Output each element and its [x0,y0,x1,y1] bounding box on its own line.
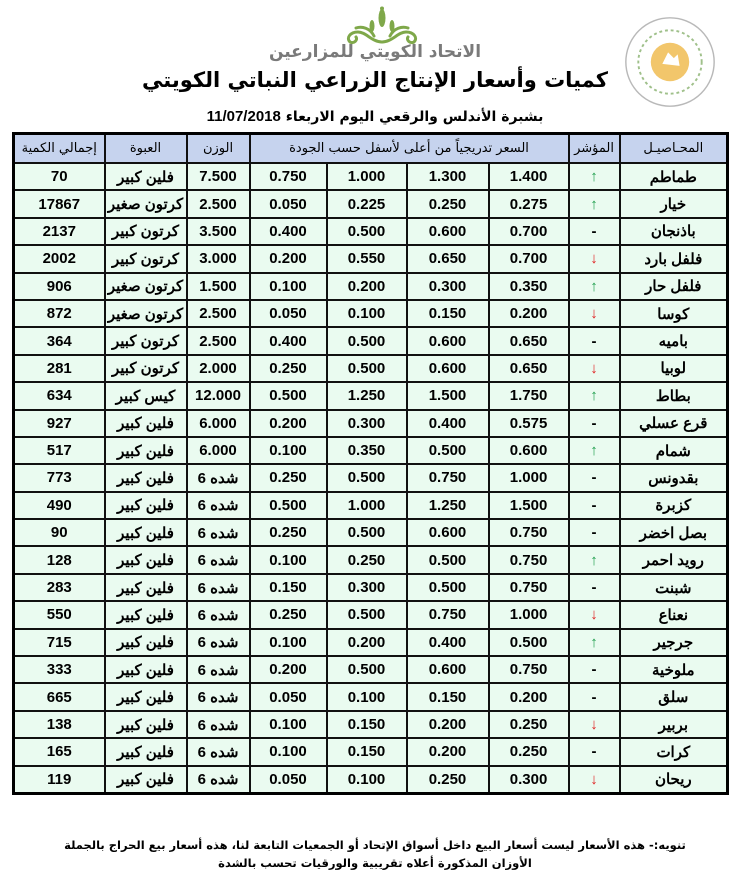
indicator-cell [569,492,620,519]
packaging-cell: فلين كبير [105,546,187,573]
table-row [14,766,728,794]
dash-icon: - [591,579,597,597]
price-1-cell: 0.275 [489,190,569,217]
table-row [14,492,728,519]
crop-name-cell: لوبيا [620,355,728,382]
table-row [14,190,728,217]
dash-icon: - [591,414,597,432]
packaging-cell: فلين كبير [105,464,187,491]
crop-name-cell: بصل اخضر [620,519,728,546]
price-3-cell: 0.500 [327,464,407,491]
price-1-cell: 0.300 [489,766,569,794]
dash-icon: - [591,496,597,514]
price-4-cell: 0.100 [250,546,327,573]
table-row [14,546,728,573]
arrow-up-icon: ↑ [590,551,598,569]
crop-name-cell: فلفل بارد [620,245,728,272]
subtitle-text: بشبرة الأندلس والرقعي اليوم الاربعاء [285,109,544,125]
table-row [14,327,728,354]
indicator-cell [569,519,620,546]
total-cell: 517 [14,437,105,464]
price-4-cell: 0.200 [250,245,327,272]
price-1-cell: 1.750 [489,382,569,409]
total-cell: 490 [14,492,105,519]
crop-name-cell: كوسا [620,300,728,327]
packaging-cell: كرتون كبير [105,327,187,354]
price-3-cell: 0.250 [327,546,407,573]
indicator-cell [569,656,620,683]
price-2-cell: 0.650 [407,245,489,272]
indicator-cell [569,738,620,765]
price-3-cell: 0.500 [327,218,407,245]
price-1-cell: 0.750 [489,519,569,546]
crop-name-cell: بربير [620,711,728,738]
price-3-cell: 0.200 [327,629,407,656]
price-3-cell: 0.150 [327,738,407,765]
price-2-cell: 0.150 [407,300,489,327]
price-4-cell: 0.500 [250,492,327,519]
crop-name-cell: شبنت [620,574,728,601]
price-4-cell: 0.250 [250,464,327,491]
price-2-cell: 1.250 [407,492,489,519]
packaging-cell: فلين كبير [105,629,187,656]
weight-cell: 6 شده [187,656,250,683]
price-4-cell: 0.100 [250,273,327,300]
crop-name-cell: كزبرة [620,492,728,519]
price-3-cell: 0.500 [327,601,407,628]
price-1-cell: 0.600 [489,437,569,464]
price-4-cell: 0.750 [250,163,327,190]
total-cell: 2137 [14,218,105,245]
weight-cell: 3.500 [187,218,250,245]
table-row [14,683,728,710]
total-cell: 2002 [14,245,105,272]
total-cell: 128 [14,546,105,573]
header-total: إجمالي الكمية [14,134,105,164]
price-4-cell: 0.150 [250,574,327,601]
arrow-up-icon: ↑ [590,633,598,651]
arrow-down-icon: ↓ [590,716,598,733]
header-price: السعر تدريجياً من أعلى لأسفل حسب الجودة [250,134,569,164]
price-2-cell: 0.750 [407,601,489,628]
arrow-down-icon: ↓ [590,305,598,323]
table-row [14,382,728,409]
weight-cell: 2.500 [187,190,250,217]
weight-cell: 6 شده [187,738,250,765]
price-4-cell: 0.100 [250,711,327,738]
price-4-cell: 0.250 [250,601,327,628]
table-row [14,163,728,190]
weight-cell: 6 شده [187,492,250,519]
table-row [14,410,728,437]
crop-name-cell: سلق [620,683,728,710]
table-row [14,300,728,327]
packaging-cell: كيس كبير [105,382,187,409]
header-indicator: المؤشر [569,134,620,164]
table-row [14,738,728,765]
dash-icon: - [591,524,597,542]
price-2-cell: 0.200 [407,711,489,738]
price-1-cell: 0.350 [489,273,569,300]
packaging-cell: فلين كبير [105,437,187,464]
price-3-cell: 0.500 [327,327,407,354]
indicator-cell [569,245,620,272]
packaging-cell: فلين كبير [105,574,187,601]
price-2-cell: 0.600 [407,519,489,546]
organization-name: الاتحاد الكويتي للمزارعين [268,42,482,62]
price-4-cell: 0.400 [250,327,327,354]
arrow-down-icon: ↓ [590,359,598,377]
indicator-cell [569,711,620,738]
price-3-cell: 0.100 [327,300,407,327]
price-2-cell: 0.500 [407,437,489,464]
price-3-cell: 0.500 [327,656,407,683]
crop-name-cell: فلفل حار [620,273,728,300]
total-cell: 773 [14,464,105,491]
indicator-cell [569,546,620,573]
price-3-cell: 0.300 [327,410,407,437]
price-3-cell: 0.350 [327,437,407,464]
table-row [14,464,728,491]
price-2-cell: 0.500 [407,574,489,601]
price-3-cell: 0.100 [327,766,407,794]
price-2-cell: 0.150 [407,683,489,710]
price-1-cell: 0.250 [489,738,569,765]
price-2-cell: 0.250 [407,190,489,217]
price-3-cell: 0.150 [327,711,407,738]
dash-icon: - [591,688,597,706]
weight-cell: 6 شده [187,629,250,656]
total-cell: 906 [14,273,105,300]
price-2-cell: 0.600 [407,218,489,245]
packaging-cell: فلين كبير [105,601,187,628]
total-cell: 70 [14,163,105,190]
packaging-cell: فلين كبير [105,410,187,437]
packaging-cell: فلين كبير [105,766,187,794]
ornament-icon [336,6,428,46]
price-4-cell: 0.100 [250,629,327,656]
indicator-cell [569,574,620,601]
price-3-cell: 0.300 [327,574,407,601]
price-4-cell: 0.250 [250,355,327,382]
weight-cell: 6 شده [187,683,250,710]
price-2-cell: 1.300 [407,163,489,190]
price-1-cell: 1.400 [489,163,569,190]
weight-cell: 6 شده [187,766,250,794]
crop-name-cell: باذنجان [620,218,728,245]
packaging-cell: كرتون صغير [105,273,187,300]
crop-name-cell: رويد احمر [620,546,728,573]
price-table [12,132,729,795]
table-row [14,656,728,683]
weight-cell: 6 شده [187,574,250,601]
price-3-cell: 0.100 [327,683,407,710]
weight-cell: 6 شده [187,711,250,738]
kuwaiti-farmers-federation-logo [622,14,718,110]
price-3-cell: 1.250 [327,382,407,409]
price-3-cell: 0.550 [327,245,407,272]
price-1-cell: 0.750 [489,546,569,573]
price-2-cell: 0.400 [407,629,489,656]
weight-cell: 1.500 [187,273,250,300]
footer-note: تنويه:- هذه الأسعار ليست أسعار البيع داخل أسواق الإتحاد أو الجمعيات التابعة لنا، هذه أسعار بيع الحراج بالجملة [64,838,686,852]
price-4-cell: 0.050 [250,683,327,710]
packaging-cell: كرتون صغير [105,190,187,217]
arrow-down-icon: ↓ [590,606,598,624]
total-cell: 90 [14,519,105,546]
table-row [14,273,728,300]
table-row [14,519,728,546]
price-3-cell: 0.500 [327,355,407,382]
total-cell: 17867 [14,190,105,217]
indicator-cell [569,410,620,437]
table-row [14,574,728,601]
price-2-cell: 0.250 [407,766,489,794]
crop-name-cell: ملوخية [620,656,728,683]
table-row [14,218,728,245]
arrow-up-icon: ↑ [590,277,598,295]
packaging-cell: فلين كبير [105,683,187,710]
weight-cell: 7.500 [187,163,250,190]
price-1-cell: 1.500 [489,492,569,519]
dash-icon: - [591,661,597,679]
price-2-cell: 0.500 [407,546,489,573]
packaging-cell: فلين كبير [105,519,187,546]
packaging-cell: كرتون كبير [105,218,187,245]
table-row [14,245,728,272]
indicator-cell [569,273,620,300]
indicator-cell [569,382,620,409]
price-4-cell: 0.050 [250,766,327,794]
page-title: كميات وأسعار الإنتاج الزراعي النباتي الكويتي [142,68,608,92]
packaging-cell: كرتون كبير [105,355,187,382]
total-cell: 550 [14,601,105,628]
price-4-cell: 0.200 [250,410,327,437]
price-2-cell: 0.600 [407,327,489,354]
price-2-cell: 0.300 [407,273,489,300]
crop-name-cell: بطاط [620,382,728,409]
dash-icon: - [591,332,597,350]
price-4-cell: 0.200 [250,656,327,683]
weight-cell: 2.500 [187,327,250,354]
dash-icon: - [591,743,597,761]
packaging-cell: فلين كبير [105,711,187,738]
price-1-cell: 0.200 [489,300,569,327]
weight-cell: 6.000 [187,410,250,437]
table-row [14,355,728,382]
page-subtitle [0,108,750,125]
price-2-cell: 0.200 [407,738,489,765]
price-2-cell: 0.600 [407,656,489,683]
price-4-cell: 0.050 [250,190,327,217]
total-cell: 138 [14,711,105,738]
crop-name-cell: باميه [620,327,728,354]
total-cell: 634 [14,382,105,409]
crop-name-cell: خيار [620,190,728,217]
table-row [14,629,728,656]
arrow-up-icon: ↑ [590,195,598,213]
crop-name-cell: شمام [620,437,728,464]
header-crop: المحـاصيـل [620,134,728,164]
crop-name-cell: ريحان [620,766,728,794]
price-2-cell: 0.400 [407,410,489,437]
total-cell: 333 [14,656,105,683]
indicator-cell [569,300,620,327]
arrow-up-icon: ↑ [590,168,598,186]
indicator-cell [569,218,620,245]
price-4-cell: 0.100 [250,738,327,765]
price-2-cell: 1.500 [407,382,489,409]
arrow-down-icon: ↓ [590,250,598,268]
price-1-cell: 1.000 [489,601,569,628]
weight-cell: 2.000 [187,355,250,382]
header-weight: الوزن [187,134,250,164]
price-1-cell: 0.250 [489,711,569,738]
price-1-cell: 0.650 [489,327,569,354]
packaging-cell: كرتون كبير [105,245,187,272]
footer-note-weights: الأوزان المذكورة أعلاه تقريبية والورقيات تحسب بالشدة [218,856,532,870]
crop-name-cell: كرات [620,738,728,765]
total-cell: 872 [14,300,105,327]
arrow-up-icon: ↑ [590,387,598,405]
arrow-down-icon: ↓ [590,770,598,788]
price-4-cell: 0.400 [250,218,327,245]
crop-name-cell: نعناع [620,601,728,628]
table-row [14,601,728,628]
price-2-cell: 0.750 [407,464,489,491]
total-cell: 165 [14,738,105,765]
price-3-cell: 1.000 [327,492,407,519]
total-cell: 665 [14,683,105,710]
indicator-cell [569,355,620,382]
crop-name-cell: قرع عسلي [620,410,728,437]
total-cell: 281 [14,355,105,382]
total-cell: 364 [14,327,105,354]
indicator-cell [569,190,620,217]
price-1-cell: 0.500 [489,629,569,656]
price-4-cell: 0.100 [250,437,327,464]
weight-cell: 3.000 [187,245,250,272]
crop-name-cell: جرجير [620,629,728,656]
price-1-cell: 0.650 [489,355,569,382]
report-date: 11/07/2018 [206,108,281,125]
table-row [14,711,728,738]
price-3-cell: 1.000 [327,163,407,190]
indicator-cell [569,601,620,628]
crop-name-cell: بقدونس [620,464,728,491]
weight-cell: 6 شده [187,464,250,491]
price-3-cell: 0.225 [327,190,407,217]
weight-cell: 6.000 [187,437,250,464]
weight-cell: 6 شده [187,601,250,628]
packaging-cell: كرتون صغير [105,300,187,327]
packaging-cell: فلين كبير [105,163,187,190]
total-cell: 715 [14,629,105,656]
total-cell: 927 [14,410,105,437]
price-1-cell: 0.750 [489,656,569,683]
dash-icon: - [591,222,597,240]
price-2-cell: 0.600 [407,355,489,382]
crop-name-cell: طماطم [620,163,728,190]
indicator-cell [569,327,620,354]
weight-cell: 6 شده [187,546,250,573]
packaging-cell: فلين كبير [105,656,187,683]
weight-cell: 6 شده [187,519,250,546]
table-row [14,437,728,464]
weight-cell: 2.500 [187,300,250,327]
price-1-cell: 0.200 [489,683,569,710]
price-1-cell: 0.700 [489,218,569,245]
price-1-cell: 1.000 [489,464,569,491]
indicator-cell [569,437,620,464]
price-4-cell: 0.050 [250,300,327,327]
price-1-cell: 0.700 [489,245,569,272]
indicator-cell [569,683,620,710]
packaging-cell: فلين كبير [105,492,187,519]
total-cell: 119 [14,766,105,794]
price-1-cell: 0.575 [489,410,569,437]
arrow-up-icon: ↑ [590,442,598,460]
total-cell: 283 [14,574,105,601]
header-packaging: العبوة [105,134,187,164]
price-4-cell: 0.250 [250,519,327,546]
dash-icon: - [591,469,597,487]
price-4-cell: 0.500 [250,382,327,409]
price-3-cell: 0.500 [327,519,407,546]
packaging-cell: فلين كبير [105,738,187,765]
price-3-cell: 0.200 [327,273,407,300]
indicator-cell [569,464,620,491]
indicator-cell [569,766,620,794]
table-header-row [14,134,728,164]
weight-cell: 12.000 [187,382,250,409]
price-1-cell: 0.750 [489,574,569,601]
indicator-cell [569,629,620,656]
indicator-cell [569,163,620,190]
